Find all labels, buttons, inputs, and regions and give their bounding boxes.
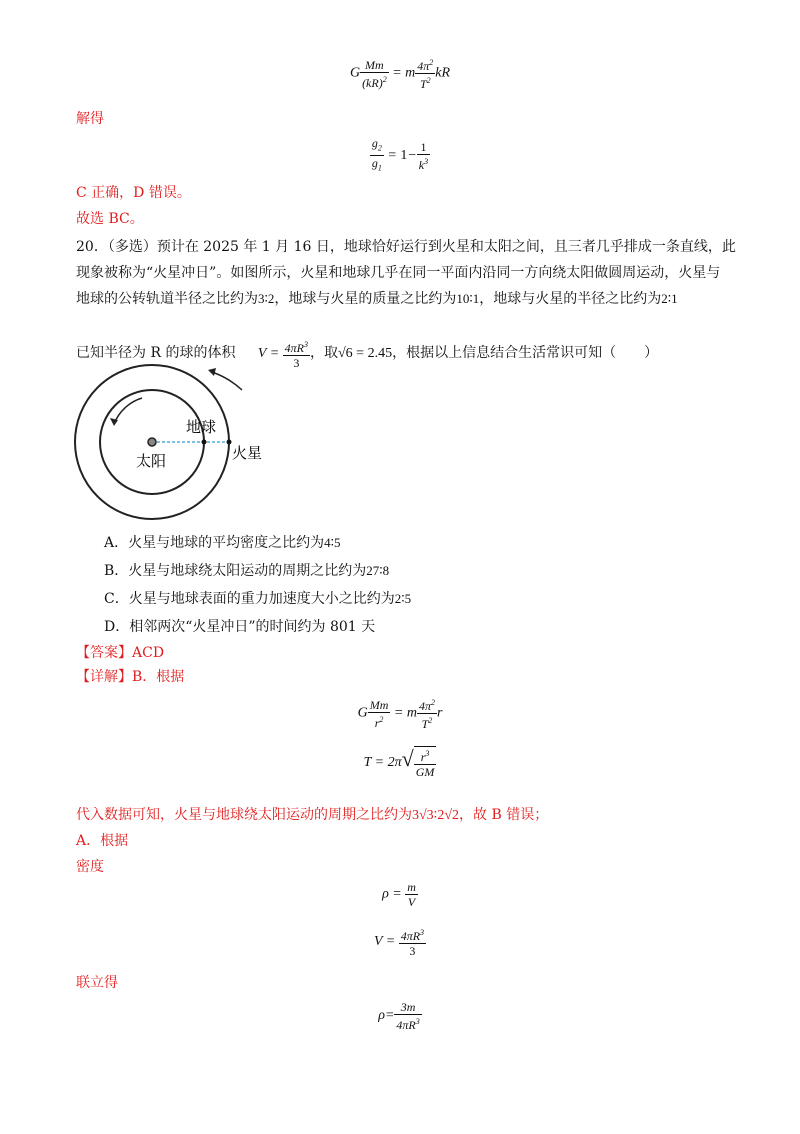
combine-text: 联立得 (76, 975, 118, 991)
detail-text: 【详解】B．根据 (76, 669, 185, 685)
formula-g-ratio: $\frac{g_2}{g_1}$ = 1− $\frac{1}{k^3}$ (371, 136, 429, 173)
earth-dot (202, 440, 207, 445)
volume-formula: V = $\frac{4\pi R^3}{3}$ (257, 340, 308, 370)
formula-period: T = 2π√ $\frac{r^3}{GM}$ (363, 746, 435, 780)
q20-l3a: 地球的公转轨道半径之比约为 (76, 291, 258, 307)
sqrt6-value: 2.45 (367, 346, 393, 362)
mars-direction-arrow (212, 372, 242, 390)
q20-l4a: 已知半径为 R 的球的体积 (76, 345, 236, 362)
choose-text: 故选 BC。 (76, 211, 144, 227)
radius-ratio: 2∶1 (661, 291, 678, 306)
q20-l3c: ，地球与火星的半径之比约为 (479, 291, 662, 307)
sun-label: 太阳 (136, 452, 167, 470)
sun-dot (148, 438, 156, 446)
option-c-label: C．火星与地球表面的重力加速度大小之比约为 (104, 591, 395, 607)
mars-arrowhead (208, 368, 216, 376)
earth-label: 地球 (186, 418, 217, 436)
q20-l4b: ，取 (310, 345, 338, 362)
sqrt6-formula: √6 = 2.45 (338, 346, 393, 362)
formula-gravity-r: G $\frac{Mm}{r^2}$ = m $\frac{4\pi^2}{T^2}$ r (357, 697, 443, 731)
mars-label: 火星 (232, 444, 263, 462)
density-text: 密度 (76, 859, 104, 875)
substitute-line (76, 806, 548, 825)
substitute-a: 代入数据可知，火星与地球绕太阳运动的周期之比约为 (76, 807, 412, 823)
formula-gravity-orbit: G $\frac{Mm}{(kR)^2}$ = m $\frac{4\pi^2}{T^2}$ kR (349, 57, 451, 91)
q20-l4c: ，根据以上信息结合生活常识可知（ ） (392, 345, 659, 362)
period-ratio-formula: 3√3∶2√2 (412, 808, 460, 823)
c-correct-text: C 正确，D 错误。 (76, 185, 191, 201)
option-b-ratio: 27∶8 (366, 563, 390, 578)
q20-l3b: ，地球与火星的质量之比约为 (274, 291, 457, 307)
option-c-ratio: 2∶5 (394, 591, 412, 606)
question-20-line2: 现象被称为“火星冲日”。如图所示，火星和地球几乎在同一平面内沿同一方向绕太阳做圆周运动，火星与 (76, 265, 721, 281)
orbit-ratio: 3∶2 (258, 291, 275, 306)
formula-density-result: ρ= $\frac{3m}{4\pi R^3}$ (378, 1000, 420, 1032)
option-b-label: B．火星与地球绕太阳运动的周期之比约为 (104, 563, 367, 579)
a-root-text: A．根据 (76, 833, 129, 849)
mass-ratio: 10∶1 (456, 291, 480, 306)
formula-volume: V = $\frac{4\pi R^3}{3}$ (373, 928, 425, 958)
mars-dot (227, 440, 232, 445)
option-c[interactable] (104, 590, 411, 608)
option-a-label: A．火星与地球的平均密度之比约为 (104, 535, 325, 551)
question-20-line1: 20．（多选）预计在 2025 年 1 月 16 日，地球恰好运行到火星和太阳之间，且三者几乎排成一条直线，此 (76, 239, 736, 255)
answer-text: 【答案】ACD (76, 645, 165, 661)
option-b[interactable] (104, 562, 389, 580)
option-a-ratio: 4∶5 (324, 535, 341, 550)
option-d[interactable] (104, 618, 375, 636)
jiede-text: 解得 (76, 111, 104, 127)
substitute-b: ，故 B 错误； (459, 807, 549, 823)
option-d-label: D．相邻两次“火星冲日”的时间约为 801 天 (104, 619, 376, 635)
question-20-line3 (76, 290, 678, 308)
formula-density: ρ = $\frac{m}{V}$ (382, 880, 416, 909)
orbit-diagram (74, 364, 314, 524)
option-a[interactable] (104, 534, 341, 552)
